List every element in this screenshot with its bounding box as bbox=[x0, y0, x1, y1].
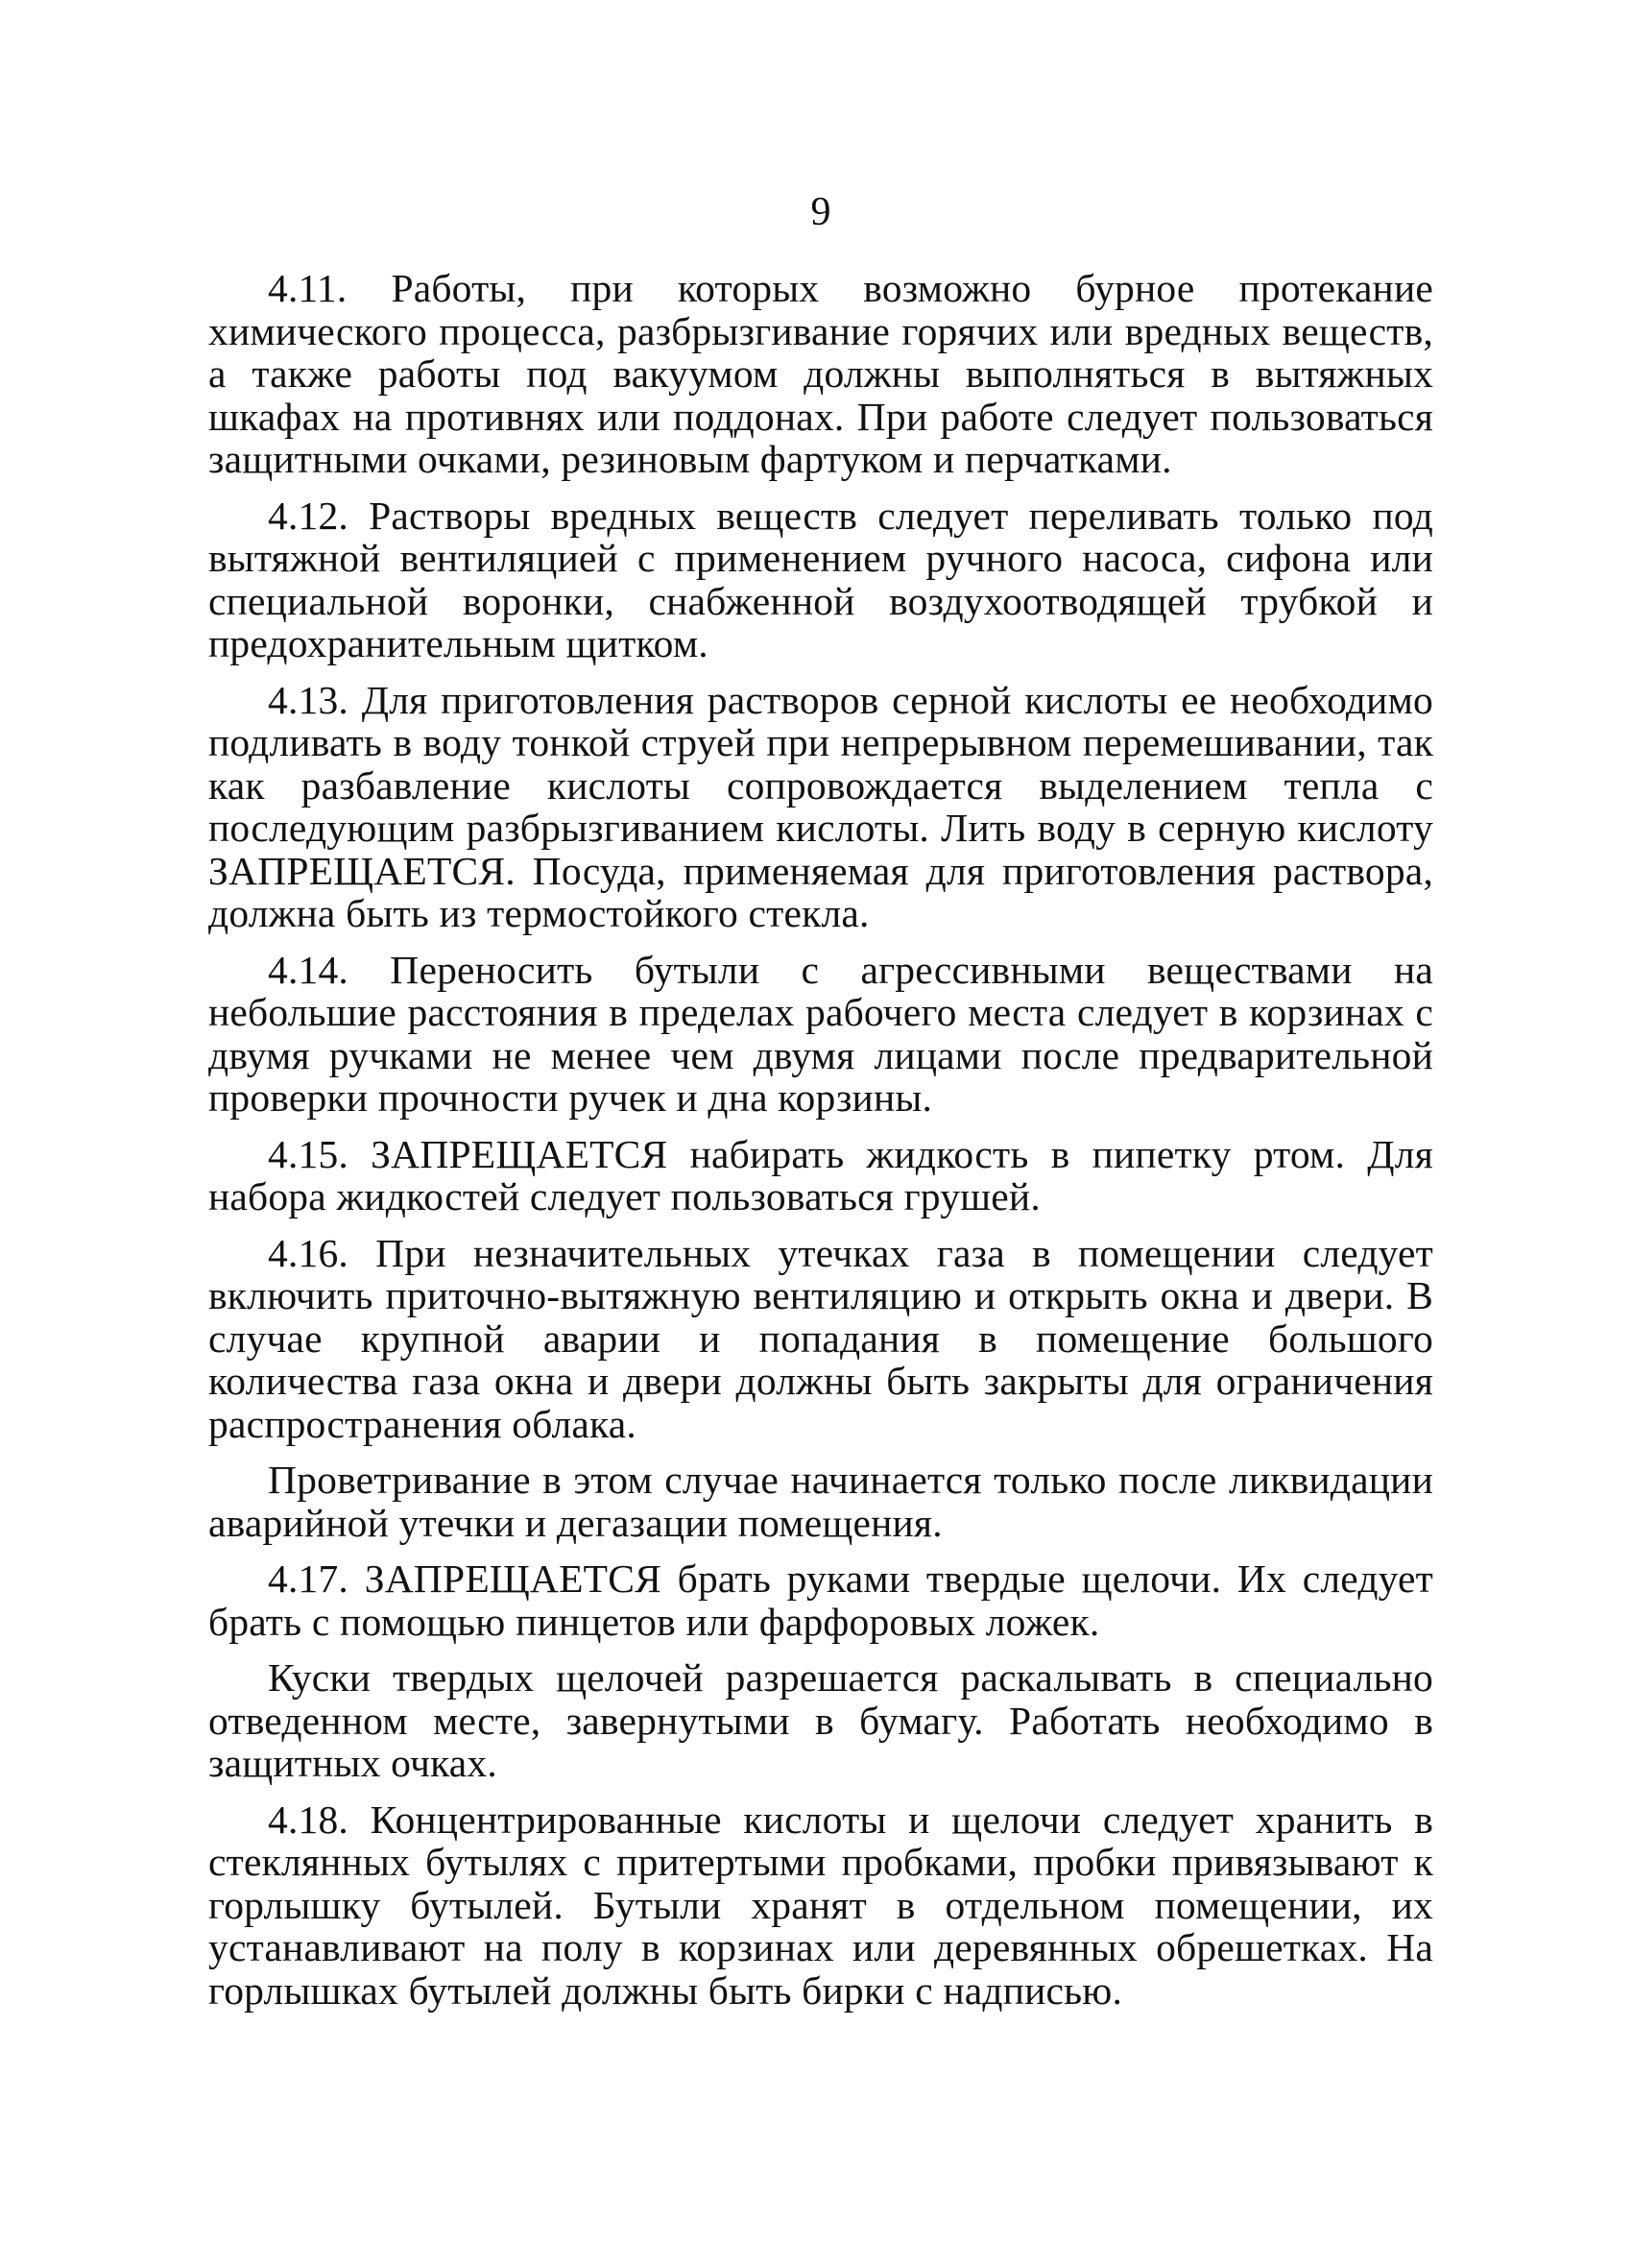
page-number: 9 bbox=[810, 190, 831, 234]
paragraph-4-16-continued: Проветривание в этом случае начинается только после ликвидации аварийной утечки и дегазации помещения. bbox=[208, 1458, 1433, 1545]
paragraph-4-17: 4.17. ЗАПРЕЩАЕТСЯ брать руками твердые щелочи. Их следует брать с помощью пинцетов или фарфоровых ложек. bbox=[208, 1556, 1433, 1644]
paragraph-4-11: 4.11. Работы, при которых возможно бурное протекание химического процесса, разбрызгивание горячих или вредных веществ, а также работы под вакуумом должны выполняться в вытяжных шкафах на противнях или поддонах. При работе следует пользоваться защитными очками, резиновым фартуком и перчатками. bbox=[208, 266, 1433, 481]
paragraph-4-13: 4.13. Для приготовления растворов серной кислоты ее необходимо подливать в воду тонкой струей при непрерывном перемешивании, так как разбавление кислоты сопровождается выделением тепла с последующим разбрызгиванием кислоты. Лить воду в серную кислоту ЗАПРЕЩАЕТСЯ. Посуда, применяемая для приготовления раствора, должна быть из термостойкого стекла. bbox=[208, 677, 1433, 935]
paragraph-4-12: 4.12. Растворы вредных веществ следует переливать только под вытяжной вентиляцией с применением ручного насоса, сифона или специальной воронки, снабженной воздухоотводящей трубкой и предохранительным щитком. bbox=[208, 493, 1433, 665]
paragraph-4-15: 4.15. ЗАПРЕЩАЕТСЯ набирать жидкость в пипетку ртом. Для набора жидкостей следует пользоваться грушей. bbox=[208, 1131, 1433, 1218]
paragraph-4-17-continued: Куски твердых щелочей разрешается раскалывать в специально отведенном месте, завернутыми в бумагу. Работать необходимо в защитных очках. bbox=[208, 1655, 1433, 1785]
paragraph-4-14: 4.14. Переносить бутыли с агрессивными веществами на небольшие расстояния в пределах рабочего места следует в корзинах с двумя ручками не менее чем двумя лицами после предварительной проверки прочности ручек и дна корзины. bbox=[208, 947, 1433, 1120]
paragraph-4-16: 4.16. При незначительных утечках газа в помещении следует включить приточно-вытяжную вентиляцию и открыть окна и двери. В случае крупной аварии и попадания в помещение большого количества газа окна и двери должны быть закрыты для ограничения распространения облака. bbox=[208, 1230, 1433, 1446]
paragraph-4-18: 4.18. Концентрированные кислоты и щелочи следует хранить в стеклянных бутылях с притертыми пробками, пробки привязывают к горлышку бутылей. Бутыли хранят в отдельном помещении, их устанавливают на полу в корзинах или деревянных обрешетках. На горлышках бутылей должны быть бирки с надписью. bbox=[208, 1797, 1433, 2013]
body-text bbox=[208, 267, 1433, 2025]
